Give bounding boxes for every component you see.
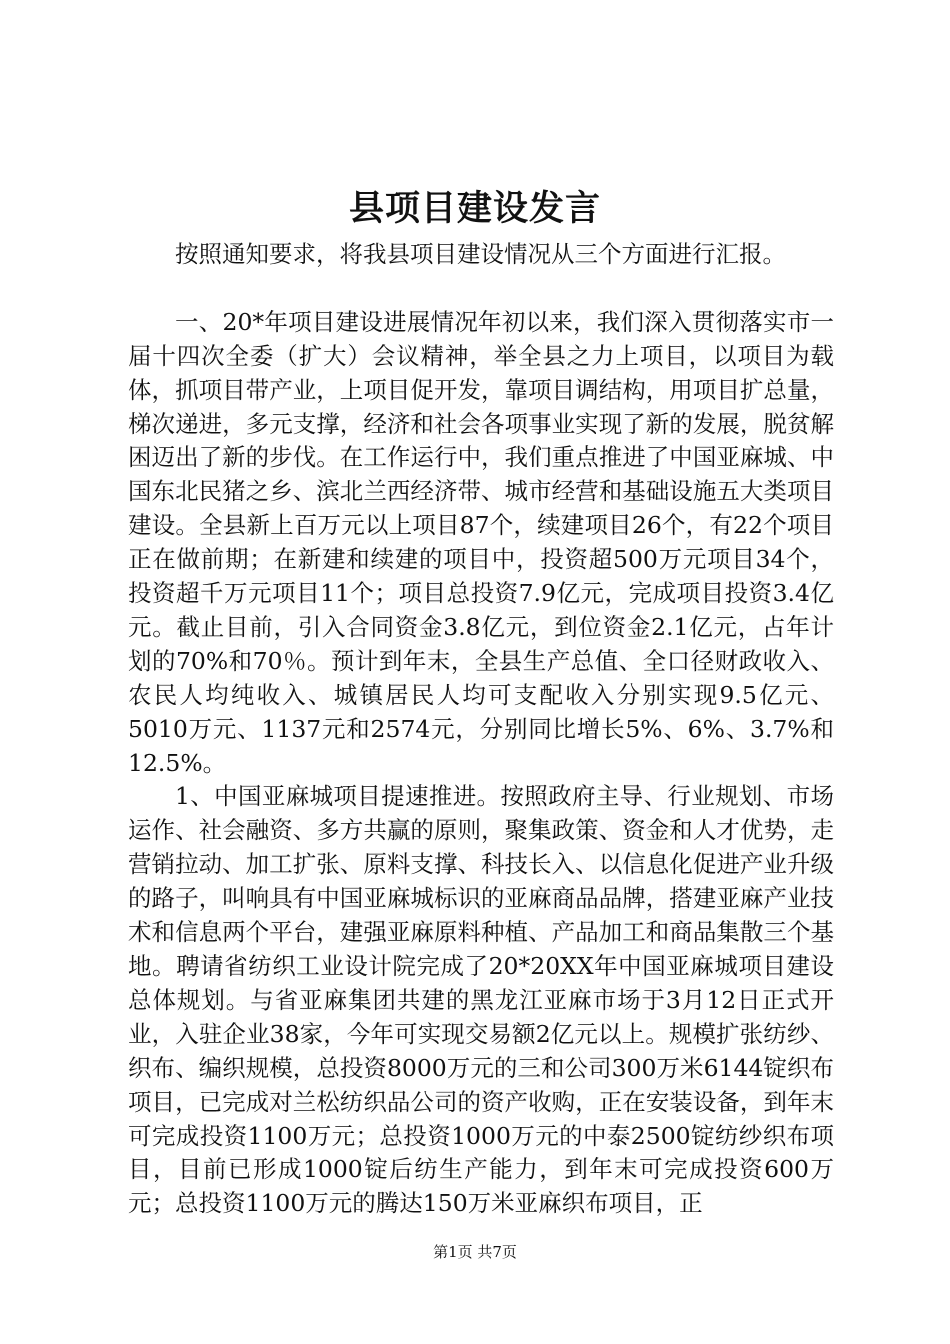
section-one-paragraph: 一、20*年项目建设进展情况年初以来，我们深入贯彻落实市一届十四次全委（扩大）会议精神，举全县之力上项目，以项目为载体，抓项目带产业，上项目促开发，靠项目调结构，用项目扩总量，梯次递进，多元支撑，经济和社会各项事业实现了新的发展，脱贫解困迈出了新的步伐。在工作运行中，我们重点推进了中国亚麻城、中国东北民猪之乡、滨北兰西经济带、城市经营和基础设施五大类项目建设。全县新上百万元以上项目87个，续建项目26个，有22个项目正在做前期；在新建和续建的项目中，投资超500万元项目34个，投资超千万元项目11个；项目总投资7.9亿元，完成项目投资3.4亿元。截止目前，引入合同资金3.8亿元，到位资金2.1亿元，占年计划的70%和70％。预计到年末，全县生产总值、全口径财政收入、农民人均纯收入、城镇居民人均可支配收入分别实现9.5亿元、5010万元、1137元和2574元，分别同比增长5%、6%、3.7%和12.5%。 <box>128 307 834 777</box>
intro-paragraph: 按照通知要求，将我县项目建设情况从三个方面进行汇报。 <box>175 240 786 268</box>
page-number-footer: 第1页 共7页 <box>433 1243 517 1261</box>
document-title: 县项目建设发言 <box>348 188 601 229</box>
document-body <box>128 238 834 1221</box>
flax-city-paragraph: 1、中国亚麻城项目提速推进。按照政府主导、行业规划、市场运作、社会融资、多方共赢的原则，聚集政策、资金和人才优势，走营销拉动、加工扩张、原料支撑、科技长入、以信息化促进产业升级的路子，叫响具有中国亚麻城标识的亚麻商品品牌，搭建亚麻产业技术和信息两个平台，建强亚麻原料种植、产品加工和商品集散三个基地。聘请省纺织工业设计院完成了20*20XX年中国亚麻城项目建设总体规划。与省亚麻集团共建的黑龙江亚麻市场于3月12日正式开业，入驻企业38家，今年可实现交易额2亿元以上。规模扩张纺纱、织布、编织规模，总投资8000万元的三和公司300万米6144锭织布项目，已完成对兰松纺织品公司的资产收购，正在安装设备，到年末可完成投资1100万元；总投资1000万元的中泰2500锭纺纱织布项目，目前已形成1000锭后纺生产能力，到年末可完成投资600万元；总投资1100万元的腾达150万米亚麻织布项目，正 <box>128 782 834 1218</box>
